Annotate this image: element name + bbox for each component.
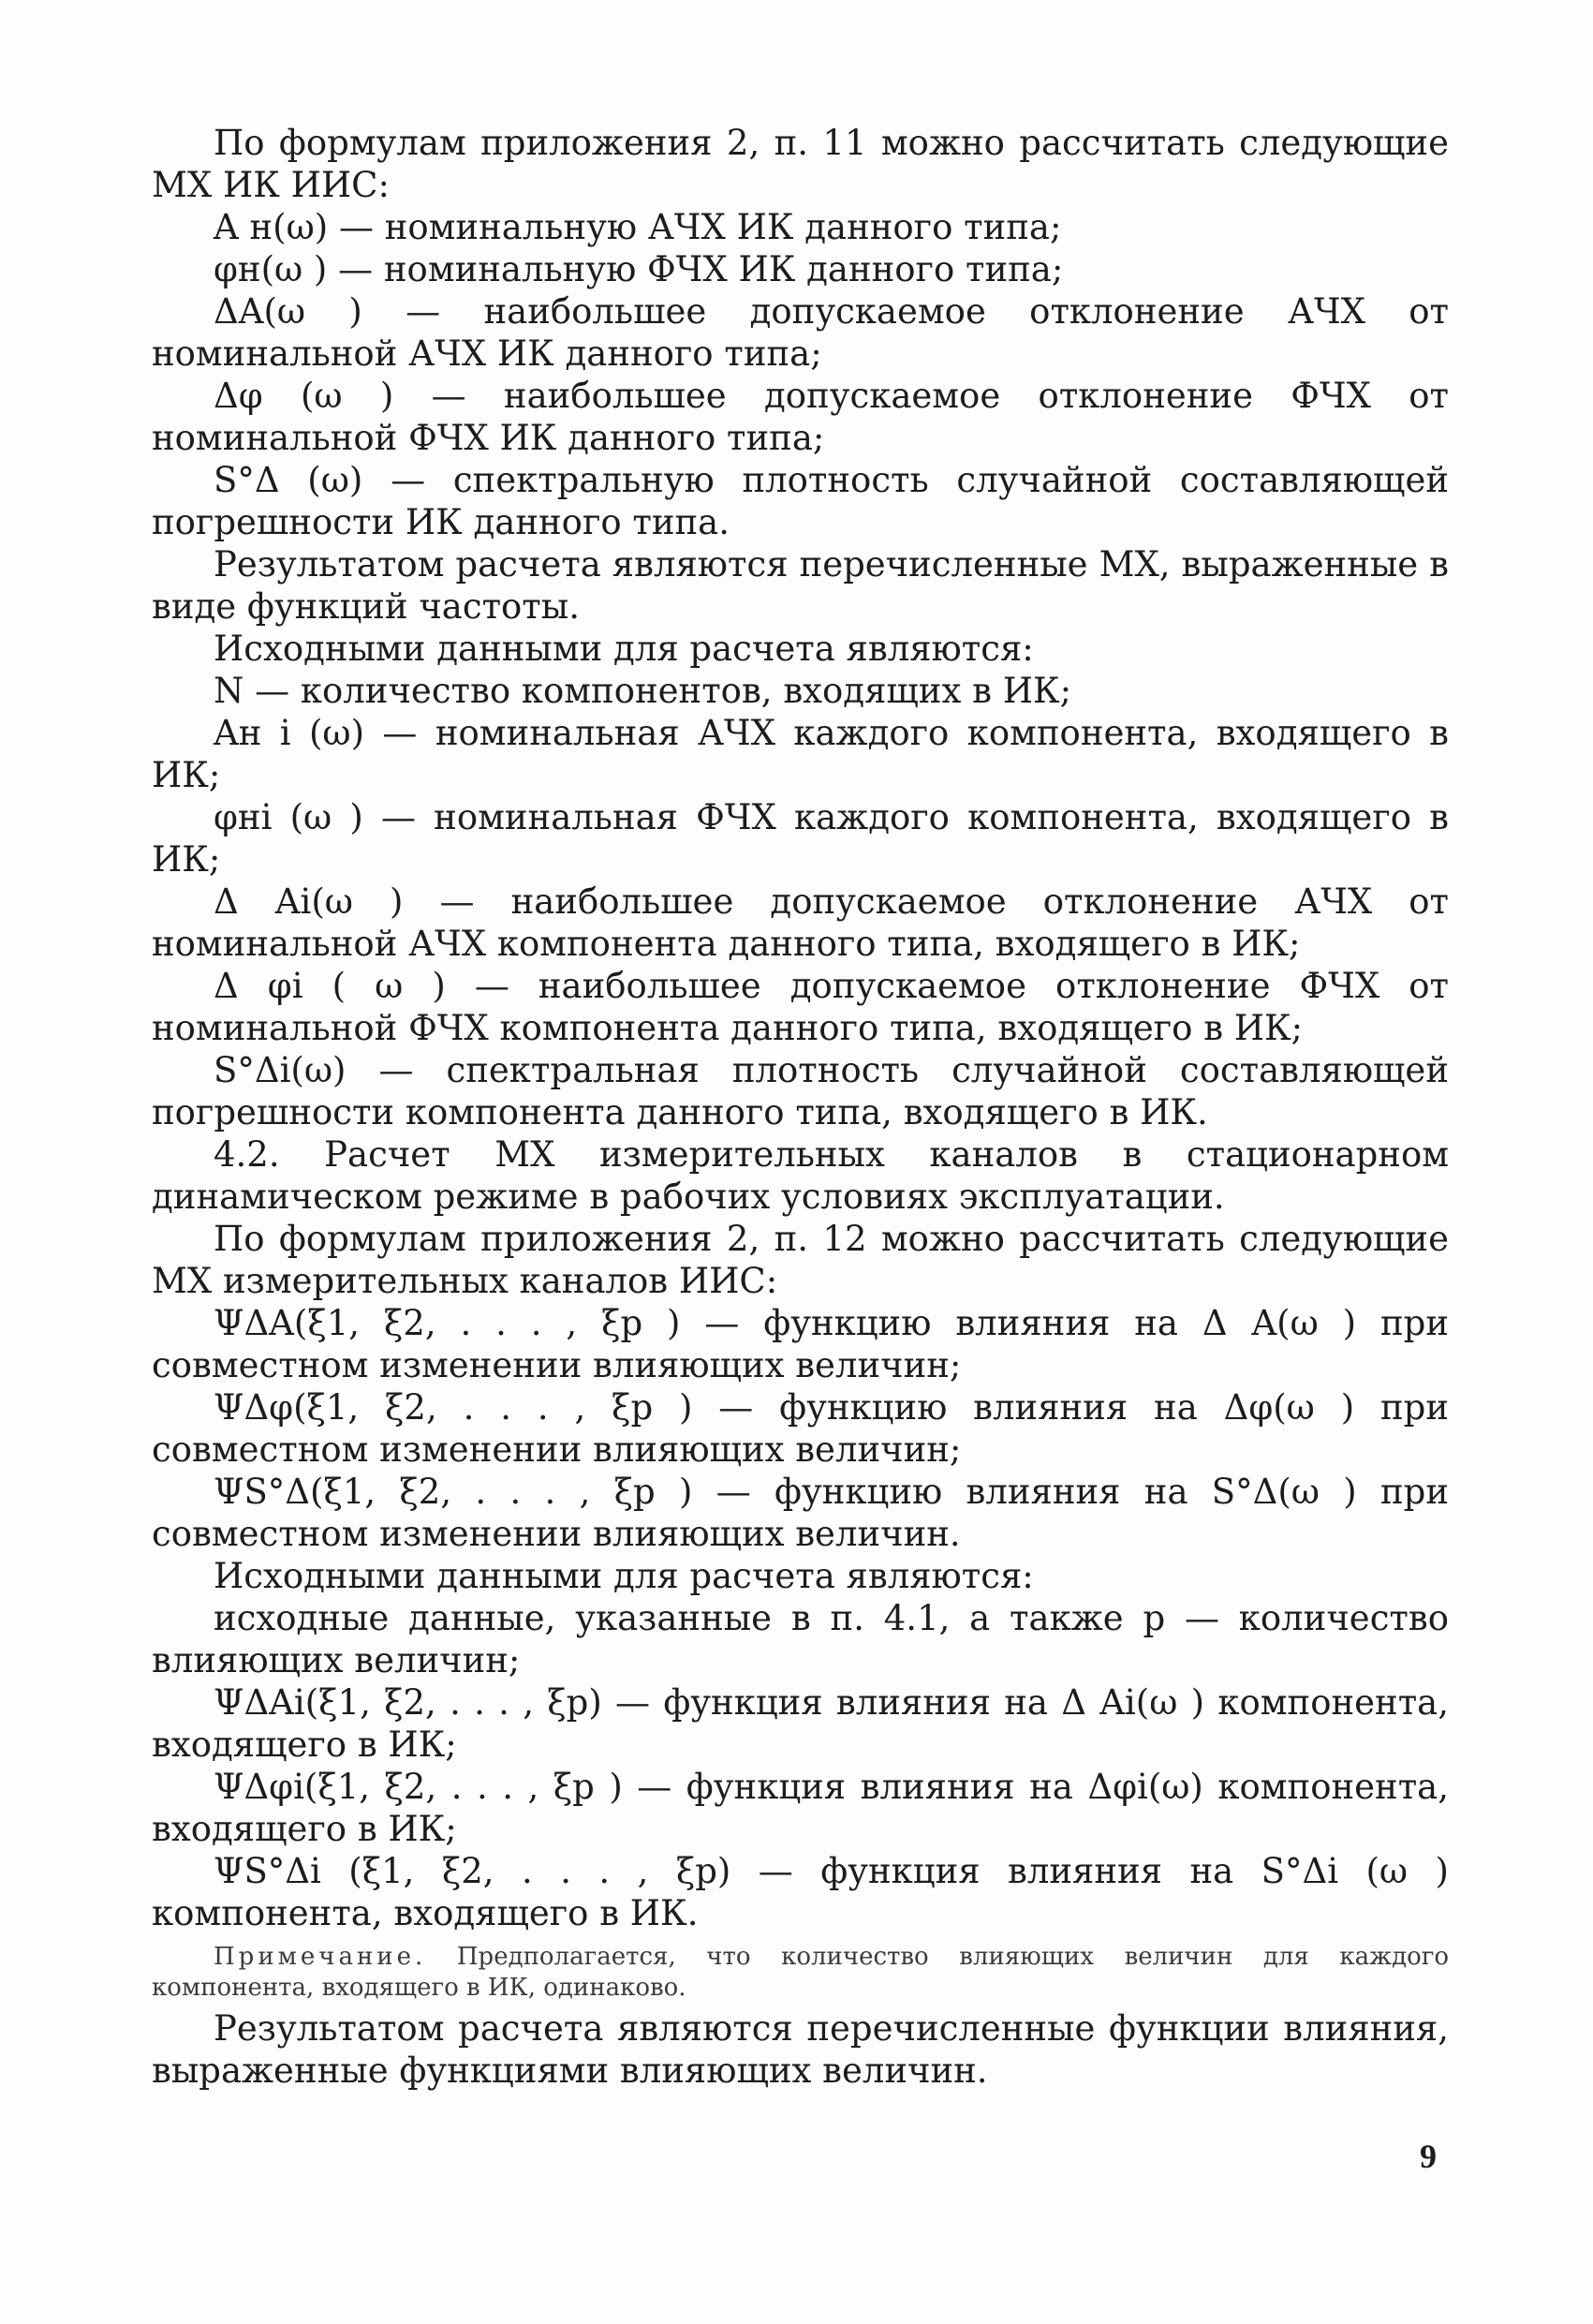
paragraph: Δ φi ( ω ) — наибольшее допускаемое отклонение ФЧХ от номинальной ФЧХ компонента данного типа, входящего в ИК;	[152, 966, 1449, 1048]
paragraph: ΨΔφ(ξ1, ξ2, . . . , ξp ) — функцию влияния на Δφ(ω ) при совместном изменении влияющих величин;	[152, 1387, 1449, 1470]
note	[152, 1942, 1449, 2004]
paragraph: A н(ω) — номинальную АЧХ ИК данного типа;	[214, 207, 1062, 247]
paragraph: ΨS°Δ(ξ1, ξ2, . . . , ξp ) — функцию влияния на S°Δ(ω ) при совместном изменении влияющих величин.	[152, 1472, 1449, 1554]
paragraph: S°Δi(ω) — спектральная плотность случайной составляющей погрешности компонента данного типа, входящего в ИК.	[152, 1050, 1449, 1132]
page-number: 9	[1420, 2138, 1437, 2175]
paragraph: ΔA(ω ) — наибольшее допускаемое отклонение АЧХ от номинальной АЧХ ИК данного типа;	[152, 291, 1449, 374]
paragraph: Результатом расчета являются перечисленные МХ, выраженные в виде функций частоты.	[152, 544, 1449, 627]
final-paragraph: Результатом расчета являются перечисленные функции влияния, выраженные функциями влияющих величин.	[152, 2008, 1449, 2091]
paragraph: исходные данные, указанные в п. 4.1, а также p — количество влияющих величин;	[152, 1598, 1449, 1680]
paragraph: ΨΔAi(ξ1, ξ2, . . . , ξp) — функция влияния на Δ Ai(ω ) компонента, входящего в ИК;	[152, 1682, 1449, 1765]
paragraph: Исходными данными для расчета являются:	[214, 1556, 1034, 1596]
paragraph: ΨS°Δi (ξ1, ξ2, . . . , ξp) — функция влияния на S°Δi (ω ) компонента, входящего в ИК.	[152, 1851, 1449, 1933]
section-paragraph: 4.2. Расчет МХ измерительных каналов в стационарном динамическом режиме в рабочих условиях эксплуатации.	[152, 1134, 1449, 1217]
paragraph: ΨΔA(ξ1, ξ2, . . . , ξp ) — функцию влияния на Δ A(ω ) при совместном изменении влияющих величин;	[152, 1303, 1449, 1385]
note-text: Предполагается, что количество влияющих величин для каждого компонента, входящего в ИК, одинаково.	[152, 1943, 1450, 2002]
page-body	[152, 122, 1449, 2092]
paragraph: Исходными данными для расчета являются:	[214, 629, 1034, 669]
paragraph: По формулам приложения 2, п. 12 можно рассчитать следующие МХ измерительных каналов ИИС:	[152, 1219, 1449, 1301]
paragraph: Δφ (ω ) — наибольшее допускаемое отклонение ФЧХ от номинальной ФЧХ ИК данного типа;	[152, 376, 1449, 458]
paragraph: Aн i (ω) — номинальная АЧХ каждого компонента, входящего в ИК;	[152, 713, 1449, 795]
paragraph: N — количество компонентов, входящих в ИК;	[214, 671, 1072, 711]
paragraph: По формулам приложения 2, п. 11 можно рассчитать следующие МХ ИК ИИС:	[152, 123, 1449, 205]
paragraph: φнi (ω ) — номинальная ФЧХ каждого компонента, входящего в ИК;	[152, 797, 1449, 880]
paragraph: Δ Ai(ω ) — наибольшее допускаемое отклонение АЧХ от номинальной АЧХ компонента данного типа, входящего в ИК;	[152, 881, 1449, 964]
paragraph: S°Δ (ω) — спектральную плотность случайной составляющей погрешности ИК данного типа.	[152, 460, 1449, 542]
note-label: Примечание.	[214, 1943, 427, 1971]
paragraph: ΨΔφi(ξ1, ξ2, . . . , ξp ) — функция влияния на Δφi(ω) компонента, входящего в ИК;	[152, 1767, 1449, 1849]
paragraph: φн(ω ) — номинальную ФЧХ ИК данного типа;	[214, 249, 1064, 289]
